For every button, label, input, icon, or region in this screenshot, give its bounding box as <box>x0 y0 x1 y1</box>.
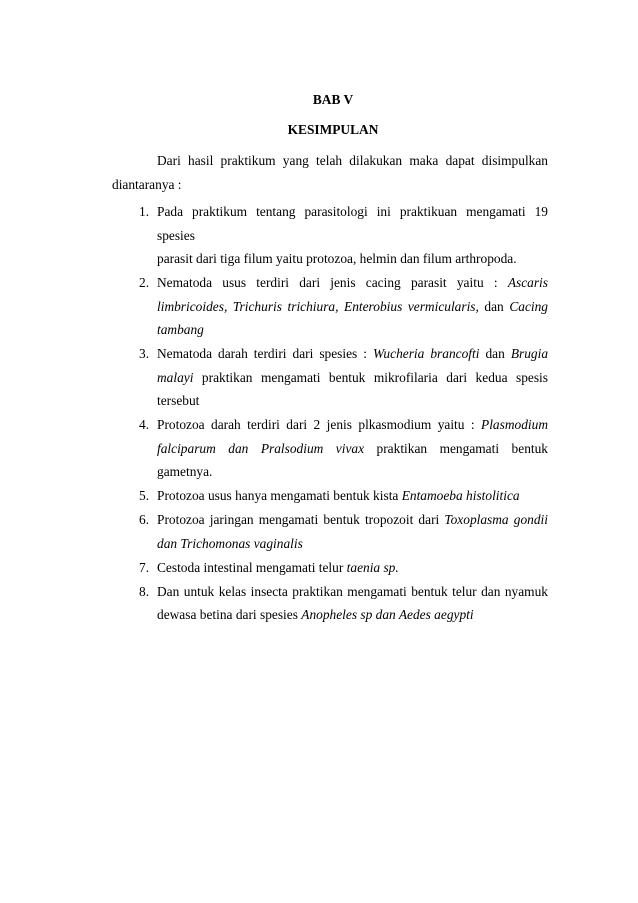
item-text: parasit dari tiga filum yaitu protozoa, helmin dan filum arthropoda. <box>157 251 517 266</box>
list-number: 3. <box>139 346 150 361</box>
item-line <box>157 247 548 271</box>
item-text: Dan untuk kelas insecta praktikan mengamati bentuk telur dan nyamuk <box>157 583 548 599</box>
item-text: Protozoa darah terdiri dari 2 jenis plkasmodium yaitu : <box>157 417 482 432</box>
species-name: Cacing <box>509 298 548 314</box>
item-text: dan <box>478 298 510 314</box>
conclusion-item <box>112 508 548 555</box>
item-text: dewasa betina dari spesies <box>157 607 302 622</box>
item-text: Protozoa usus hanya mengamati bentuk kista <box>157 488 402 503</box>
item-text: dan <box>479 346 511 361</box>
item-line <box>157 271 548 295</box>
item-text: Cestoda intestinal mengamati telur <box>157 559 347 575</box>
item-line <box>157 508 548 532</box>
species-name: Brugia <box>510 346 549 361</box>
list-number: 6. <box>139 512 150 527</box>
intro-text: Dari hasil praktikum yang telah dilakukan maka dapat disimpulkan diantaranya : <box>112 153 548 192</box>
species-name: falciparum dan Pralsodium vivax <box>157 440 365 456</box>
species-name: malayi <box>157 369 194 385</box>
list-number: 7. <box>139 559 150 575</box>
item-line <box>157 437 548 484</box>
conclusion-item <box>112 200 548 271</box>
species-name: dan Trichomonas vaginalis <box>157 535 303 551</box>
species-name: Anopheles sp dan Aedes aegypti <box>301 607 474 622</box>
species-name: Ascaris <box>507 275 548 290</box>
item-text: praktikan mengamati bentuk gametnya. <box>157 440 548 479</box>
list-number: 1. <box>139 204 150 219</box>
conclusion-item <box>112 413 548 484</box>
chapter-heading: BAB V <box>312 92 354 107</box>
item-line <box>157 295 548 319</box>
item-line <box>157 556 548 580</box>
species-name: taenia sp. <box>346 559 399 575</box>
intro-paragraph <box>112 149 548 197</box>
conclusion-list <box>112 200 548 627</box>
species-name: Wucheria brancofti <box>373 346 480 361</box>
item-line <box>157 413 548 437</box>
item-line <box>157 318 548 342</box>
species-name: Entamoeba histolitica <box>401 488 520 503</box>
species-name: limbricoides, Trichuris trichiura, Enterobius vermicularis, <box>157 298 479 314</box>
item-text: Protozoa jaringan mengamati bentuk tropozoit dari <box>157 512 445 527</box>
conclusion-item <box>112 342 548 413</box>
item-line <box>157 532 548 556</box>
section-title: KESIMPULAN <box>287 122 379 137</box>
item-line <box>157 366 548 413</box>
list-number: 4. <box>139 417 150 432</box>
item-text: Pada praktikum tentang parasitologi ini praktikuan mengamati 19 spesies <box>157 204 548 243</box>
list-number: 2. <box>139 275 150 290</box>
conclusion-item <box>112 580 548 627</box>
item-line <box>157 603 548 627</box>
species-name: Plasmodium <box>481 417 548 432</box>
conclusion-item <box>112 271 548 342</box>
species-name: tambang <box>157 322 204 337</box>
item-text: praktikan mengamati bentuk mikrofilaria dari kedua spesis tersebut <box>157 369 548 408</box>
list-number: 8. <box>139 583 150 599</box>
item-line <box>157 580 548 604</box>
item-line <box>157 342 548 366</box>
list-number: 5. <box>139 488 150 503</box>
item-text: Nematoda darah terdiri dari spesies : <box>157 346 374 361</box>
species-name: Toxoplasma gondii <box>444 512 548 527</box>
item-line <box>157 200 548 247</box>
conclusion-item <box>112 484 548 508</box>
item-line <box>157 484 548 508</box>
conclusion-item <box>112 556 548 580</box>
item-text: Nematoda usus terdiri dari jenis cacing parasit yaitu : <box>157 275 508 290</box>
